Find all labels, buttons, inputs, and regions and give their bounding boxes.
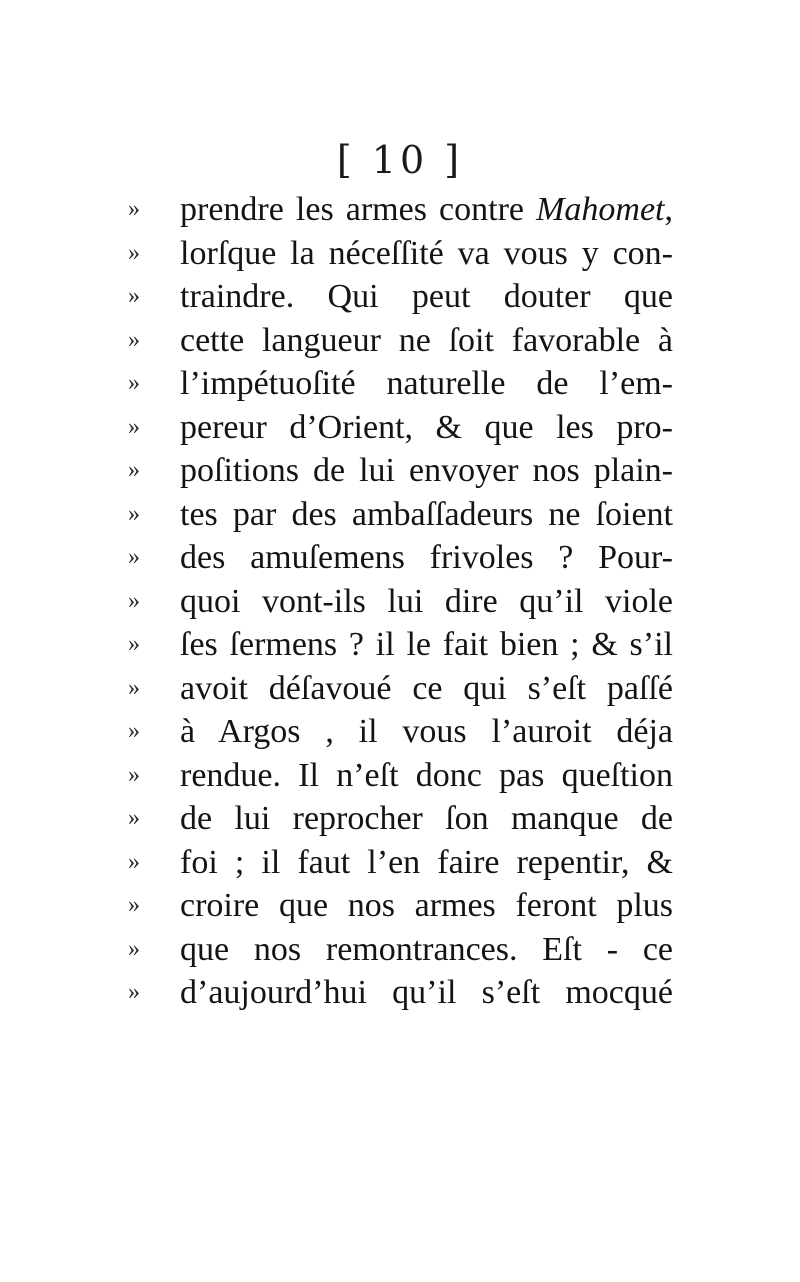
quote-mark: » [128, 413, 140, 440]
text-line [128, 841, 673, 885]
quote-mark: » [128, 587, 140, 614]
line-text-italic: Mahomet [536, 191, 665, 228]
line-text-main: de lui reprocher ſon manque de [180, 800, 673, 837]
line-text-main: à Argos , il vous l’auroit déja [180, 713, 673, 750]
line-text [180, 319, 673, 363]
quote-mark: » [128, 892, 140, 918]
line-text [180, 362, 673, 406]
line-text [180, 536, 673, 580]
text-line [128, 580, 673, 624]
line-text [180, 884, 673, 928]
text-line [128, 623, 673, 667]
line-text-main: pereur d’Orient, & que les pro- [180, 408, 673, 446]
quote-mark: » [128, 457, 140, 483]
quote-mark: » [128, 631, 140, 657]
line-text-main: d’aujourd’hui qu’il s’eſt mocqué [180, 974, 673, 1011]
line-text-main: des amuſemens frivoles ? Pour- [180, 539, 673, 576]
page-number: [ 10 ] [336, 138, 464, 182]
text-line [128, 275, 673, 319]
text-line [128, 797, 673, 841]
quote-mark: » [128, 544, 140, 570]
text-line [128, 362, 673, 406]
quote-mark: » [128, 674, 140, 701]
line-text-main: lorſque la néceſſité va vous y con- [180, 234, 673, 272]
text-line [128, 188, 673, 232]
text-line [128, 667, 673, 711]
line-text [180, 667, 673, 711]
line-text [180, 406, 673, 450]
line-text-main: rendue. Il n’eſt donc pas queſtion [180, 756, 673, 794]
line-text-main: quoi vont-ils lui dire qu’il viole [180, 582, 673, 620]
quote-mark: » [128, 239, 140, 266]
line-text-main: cette langueur ne ſoit favorable à [180, 321, 673, 359]
quote-mark: » [128, 500, 140, 527]
quote-mark: » [128, 761, 140, 788]
line-text [180, 493, 673, 537]
text-line [128, 536, 673, 580]
quote-mark: » [128, 979, 140, 1005]
line-text [180, 971, 673, 1015]
quote-mark: » [128, 718, 140, 744]
line-text [180, 754, 673, 798]
line-text-main: avoit déſavoué ce qui s’eſt paſſé [180, 669, 673, 707]
text-line [128, 319, 673, 363]
line-text [180, 275, 673, 319]
quote-mark: » [128, 935, 140, 962]
line-text-main: ſes ſermens ? il le fait bien ; & s’il [180, 626, 673, 663]
text-line [128, 449, 673, 493]
line-text-main: l’impétuoſité naturelle de l’em- [180, 365, 673, 402]
line-text-trailing: , [664, 191, 673, 228]
line-text [180, 928, 673, 972]
line-text-main: poſitions de lui envoyer nos plain- [180, 452, 673, 489]
text-line [128, 971, 673, 1015]
text-line [128, 493, 673, 537]
quote-mark: » [128, 326, 140, 353]
quote-mark: » [128, 848, 140, 875]
line-text [180, 232, 673, 276]
text-line [128, 710, 673, 754]
text-line [128, 232, 673, 276]
body-text [128, 188, 673, 1015]
quote-mark: » [128, 283, 140, 309]
line-text-main: que nos remontrances. Eſt - ce [180, 930, 673, 968]
text-line [128, 928, 673, 972]
quote-mark: » [128, 805, 140, 831]
line-text-main: foi ; il faut l’en faire repentir, & [180, 843, 673, 881]
line-text [180, 580, 673, 624]
line-text [180, 710, 673, 754]
line-text-main: traindre. Qui peut douter que [180, 278, 673, 315]
line-text [180, 797, 673, 841]
text-line [128, 884, 673, 928]
line-text [180, 188, 673, 232]
quote-mark: » [128, 370, 140, 396]
text-line [128, 406, 673, 450]
quote-mark: » [128, 196, 140, 222]
line-text [180, 841, 673, 885]
line-text-main: prendre les armes contre [180, 191, 537, 228]
text-line [128, 754, 673, 798]
line-text-main: croire que nos armes feront plus [180, 887, 673, 924]
line-text [180, 623, 673, 667]
line-text [180, 449, 673, 493]
line-text-main: tes par des ambaſſadeurs ne ſoient [180, 495, 673, 533]
